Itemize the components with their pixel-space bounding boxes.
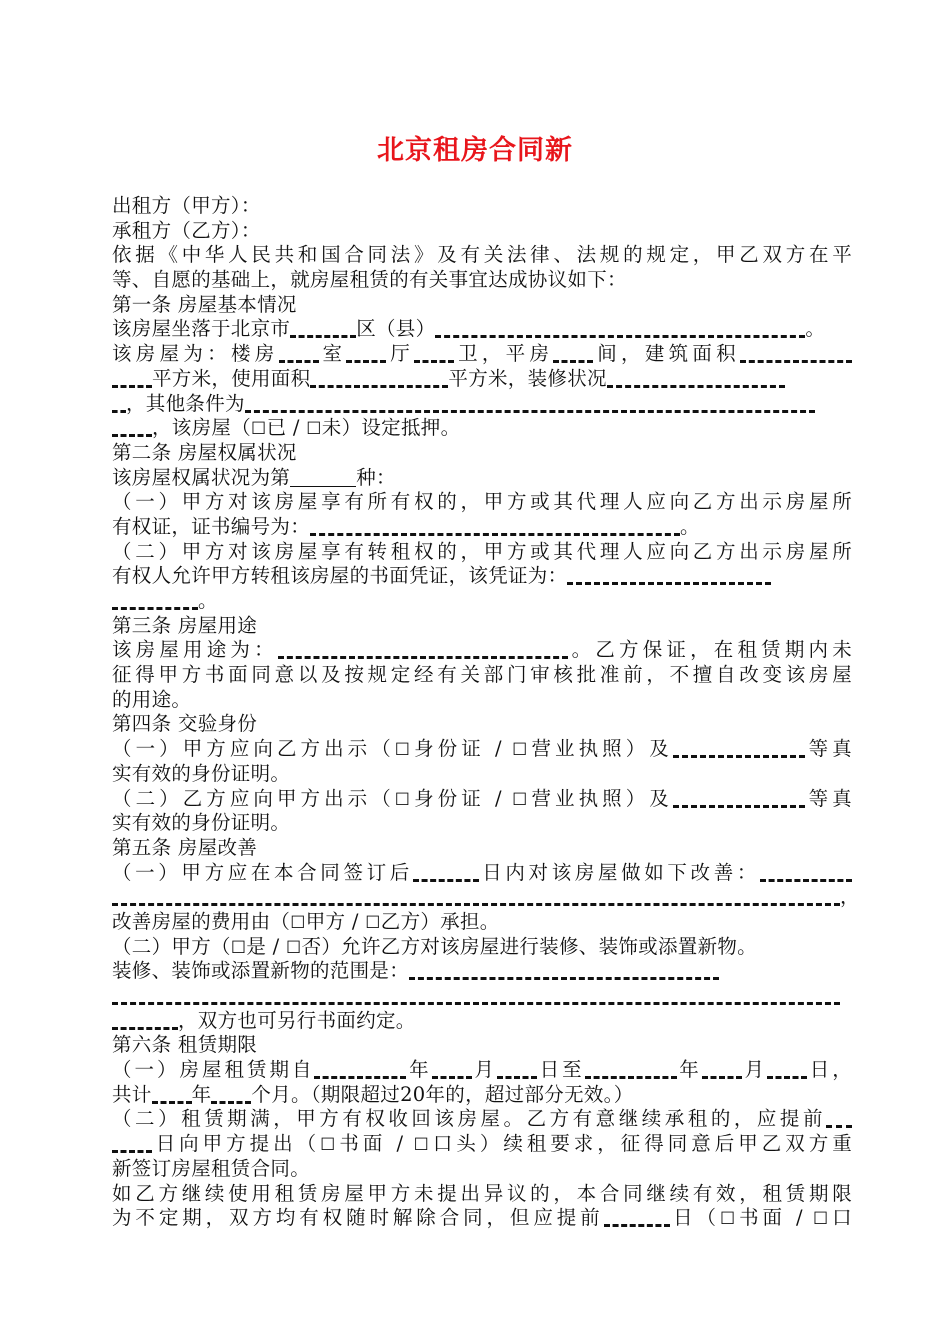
- text-segment: 书面 /: [735, 1206, 814, 1230]
- text-segment: （二）甲方（: [112, 934, 231, 958]
- fill-in-blank[interactable]: [314, 1062, 406, 1079]
- text-segment: 装修、装饰或添置新物的范围是：: [112, 959, 410, 983]
- fill-in-blank[interactable]: [413, 865, 479, 882]
- text-segment: 第一条 房屋基本情况: [112, 292, 297, 316]
- fill-in-blank[interactable]: [673, 741, 805, 758]
- text-line: [112, 935, 852, 960]
- text-line: [112, 712, 852, 737]
- text-line: [112, 688, 852, 713]
- fill-in-blank[interactable]: [673, 791, 805, 808]
- text-line: [112, 1206, 852, 1231]
- checkbox-icon[interactable]: ☐: [251, 419, 267, 440]
- fill-in-blank[interactable]: [290, 321, 356, 338]
- text-line: [112, 392, 852, 417]
- text-segment: 该房屋坐落于北京市: [112, 317, 291, 341]
- checkbox-icon[interactable]: ☐: [306, 419, 322, 440]
- text-line: [112, 811, 852, 836]
- text-segment: 否）允许乙方对该房屋进行装修、装饰或添置新物。: [301, 934, 757, 958]
- text-line: [112, 959, 852, 984]
- text-segment: 第三条 房屋用途: [112, 613, 258, 637]
- fill-in-blank[interactable]: [585, 1062, 677, 1079]
- text-segment: 是 /: [246, 934, 287, 958]
- fill-in-blank[interactable]: [767, 1062, 807, 1079]
- text-segment: （一）甲方应在本合同签订后: [112, 860, 413, 884]
- text-segment: 区（县）: [356, 317, 436, 341]
- text-line: [112, 984, 852, 1009]
- text-line: [112, 540, 852, 565]
- text-segment: 的用途。: [112, 687, 192, 711]
- text-segment: 改善房屋的费用由（: [112, 909, 291, 933]
- text-segment: ，: [840, 885, 860, 909]
- text-segment: 口头）续租要求，征得同意后甲乙双方重: [429, 1132, 853, 1156]
- text-line: [112, 466, 852, 491]
- text-segment: 平方米，使用面积: [152, 366, 311, 390]
- text-segment: 身份证 /: [410, 737, 513, 761]
- checkbox-icon[interactable]: ☐: [512, 789, 528, 810]
- checkbox-icon[interactable]: ☐: [512, 740, 528, 761]
- text-segment: 。: [805, 317, 826, 341]
- text-line: [112, 614, 852, 639]
- checkbox-icon[interactable]: ☐: [813, 1209, 829, 1230]
- fill-in-blank[interactable]: [211, 1087, 251, 1104]
- text-segment: 依据《中华人民共和国合同法》及有关法律、法规的规定，甲乙双方在平: [112, 243, 852, 267]
- text-segment: 年: [406, 1058, 432, 1082]
- text-segment: 已 /: [266, 416, 307, 440]
- text-line: [112, 589, 852, 614]
- fill-in-blank[interactable]: [112, 1013, 178, 1030]
- text-segment: （一）甲方对该房屋享有所有权的，甲方或其代理人应向乙方出示房屋所: [112, 490, 852, 514]
- checkbox-icon[interactable]: ☐: [286, 937, 302, 958]
- text-segment: 。: [680, 514, 700, 538]
- text-segment: 平方米，装修状况: [448, 366, 607, 390]
- fill-in-blank[interactable]: [278, 642, 568, 659]
- document-body: [112, 194, 860, 1231]
- fill-in-blank[interactable]: [310, 519, 680, 536]
- fill-in-blank[interactable]: [112, 420, 152, 437]
- fill-in-blank[interactable]: [112, 593, 198, 610]
- text-line: [112, 317, 852, 342]
- text-segment: （二）租赁期满，甲方有权收回该房屋。乙方有意继续承租的，应提前: [112, 1107, 826, 1131]
- text-segment: 年: [676, 1058, 702, 1082]
- text-line: [112, 787, 852, 812]
- text-segment: （二）乙方应向甲方出示（: [112, 786, 395, 810]
- text-segment: 该房屋权属状况为第: [112, 465, 291, 489]
- fill-in-blank[interactable]: [497, 1062, 537, 1079]
- text-line: [112, 293, 852, 318]
- text-line: [112, 1058, 852, 1083]
- text-segment: 乙方）承担。: [380, 909, 500, 933]
- text-segment: 等真: [804, 737, 852, 761]
- fill-in-blank[interactable]: [152, 1087, 192, 1104]
- text-line: [112, 342, 852, 367]
- checkbox-icon[interactable]: ☐: [230, 937, 247, 958]
- text-segment: 室: [318, 342, 347, 366]
- text-segment: 种：: [356, 465, 396, 489]
- text-segment: 卫，平房: [454, 342, 554, 366]
- text-segment: 个月。（期限超过20年的，超过部分无效。）: [251, 1082, 634, 1106]
- checkbox-icon[interactable]: ☐: [394, 740, 411, 761]
- fill-in-blank[interactable]: [310, 371, 448, 388]
- text-line: [112, 1107, 852, 1132]
- text-segment: 书面 /: [335, 1132, 414, 1156]
- text-segment: 实有效的身份证明。: [112, 811, 291, 835]
- text-segment: ，双方也可另行书面约定。: [178, 1008, 416, 1032]
- fill-in-blank[interactable]: [414, 346, 454, 363]
- text-segment: 厅: [386, 342, 415, 366]
- text-segment: 等、自愿的基础上，就房屋租赁的有关事宜达成协议如下：: [112, 268, 627, 292]
- text-line: [112, 1182, 852, 1207]
- text-segment: 征得甲方书面同意以及按规定经有关部门审核批准前，不擅自改变该房屋: [112, 663, 852, 687]
- text-segment: ，该房屋（: [152, 416, 252, 440]
- text-segment: 月: [741, 1058, 767, 1082]
- text-segment: （一）房屋租赁期自: [112, 1058, 315, 1082]
- fill-in-blank[interactable]: [409, 963, 719, 980]
- fill-in-blank[interactable]: [826, 1111, 852, 1128]
- document-title: 北京租房合同新: [377, 135, 573, 166]
- checkbox-icon[interactable]: ☐: [365, 912, 381, 933]
- text-segment: 营业执照）及: [527, 786, 673, 810]
- fill-in-blank[interactable]: [112, 889, 840, 906]
- text-segment: 第六条 租赁期限: [112, 1033, 258, 1057]
- fill-in-blank[interactable]: [290, 470, 356, 487]
- text-segment: 未）设定抵押。: [321, 416, 461, 440]
- checkbox-icon[interactable]: ☐: [394, 789, 411, 810]
- text-line: [112, 737, 852, 762]
- fill-in-blank[interactable]: [112, 988, 840, 1005]
- fill-in-blank[interactable]: [607, 371, 785, 388]
- fill-in-blank[interactable]: [740, 346, 852, 363]
- fill-in-blank[interactable]: [112, 1136, 152, 1153]
- fill-in-blank[interactable]: [760, 865, 852, 882]
- text-segment: 新签订房屋租赁合同。: [112, 1156, 311, 1180]
- text-segment: 日内对该房屋做如下改善：: [478, 860, 760, 884]
- text-segment: （二）甲方对该房屋享有转租权的，甲方或其代理人应向乙方出示房屋所: [112, 539, 852, 563]
- checkbox-icon[interactable]: ☐: [719, 1209, 736, 1230]
- fill-in-blank[interactable]: [245, 396, 815, 413]
- fill-in-blank[interactable]: [604, 1210, 670, 1227]
- text-line: [112, 1033, 852, 1058]
- text-segment: ，其他条件为: [126, 391, 245, 415]
- text-line: [112, 663, 852, 688]
- text-line: [112, 194, 852, 219]
- fill-in-blank[interactable]: [567, 568, 771, 585]
- fill-in-blank[interactable]: [279, 346, 319, 363]
- text-segment: 日，: [807, 1058, 852, 1082]
- text-line: [112, 219, 852, 244]
- text-line: [112, 861, 852, 886]
- text-segment: 为不定期，双方均有权随时解除合同，但应提前: [112, 1206, 604, 1230]
- text-line: [112, 836, 852, 861]
- text-segment: 如乙方继续使用租赁房屋甲方未提出异议的，本合同继续有效，租赁期限: [112, 1181, 852, 1205]
- text-segment: 。乙方保证，在租赁期内未: [567, 638, 852, 662]
- text-segment: 营业执照）及: [527, 737, 673, 761]
- text-segment: 共计: [112, 1082, 152, 1106]
- text-line: [112, 1083, 852, 1108]
- fill-in-blank[interactable]: [112, 396, 126, 413]
- text-segment: 出租方（甲方）：: [112, 194, 261, 217]
- text-line: [112, 441, 852, 466]
- text-line: [112, 367, 852, 392]
- text-segment: 间，建筑面积: [593, 342, 740, 366]
- fill-in-blank[interactable]: [702, 1062, 742, 1079]
- text-segment: 甲方 /: [305, 909, 366, 933]
- text-segment: 实有效的身份证明。: [112, 761, 291, 785]
- text-segment: 有权人允许甲方转租该房屋的书面凭证，该凭证为：: [112, 564, 568, 588]
- text-segment: 该房屋用途为：: [112, 638, 278, 662]
- text-line: [112, 638, 852, 663]
- text-segment: 日向甲方提出（: [152, 1132, 321, 1156]
- text-segment: 月: [471, 1058, 497, 1082]
- fill-in-blank[interactable]: [346, 346, 386, 363]
- text-line: [112, 243, 852, 268]
- fill-in-blank[interactable]: [435, 321, 805, 338]
- checkbox-icon[interactable]: ☐: [320, 1135, 336, 1156]
- text-segment: 有权证，证书编号为：: [112, 514, 311, 538]
- text-line: [112, 268, 852, 293]
- text-segment: 第四条 交验身份: [112, 712, 258, 736]
- text-segment: 口: [828, 1206, 852, 1230]
- text-segment: 日至: [536, 1058, 585, 1082]
- fill-in-blank[interactable]: [112, 371, 152, 388]
- text-line: [112, 490, 852, 515]
- text-line: [112, 910, 852, 935]
- text-segment: （一）甲方应向乙方出示（: [112, 737, 395, 761]
- text-line: [112, 1009, 852, 1034]
- text-line: [112, 416, 852, 441]
- text-segment: 等真: [804, 786, 852, 810]
- text-segment: 该房屋为：楼房: [112, 342, 279, 366]
- fill-in-blank[interactable]: [432, 1062, 472, 1079]
- text-line: [112, 515, 852, 540]
- text-segment: 第二条 房屋权属状况: [112, 440, 297, 464]
- text-segment: 日（: [669, 1206, 720, 1230]
- fill-in-blank[interactable]: [553, 346, 593, 363]
- text-segment: 身份证 /: [410, 786, 513, 810]
- text-segment: 承租方（乙方）：: [112, 218, 261, 242]
- text-line: [112, 762, 852, 787]
- text-line: [112, 1132, 852, 1157]
- text-line: [112, 564, 852, 589]
- text-segment: 。: [198, 589, 218, 612]
- checkbox-icon[interactable]: ☐: [290, 912, 306, 933]
- checkbox-icon[interactable]: ☐: [413, 1135, 430, 1156]
- text-line: [112, 1157, 852, 1182]
- text-line: [112, 885, 860, 910]
- text-segment: 第五条 房屋改善: [112, 835, 258, 859]
- text-segment: 年: [191, 1082, 212, 1106]
